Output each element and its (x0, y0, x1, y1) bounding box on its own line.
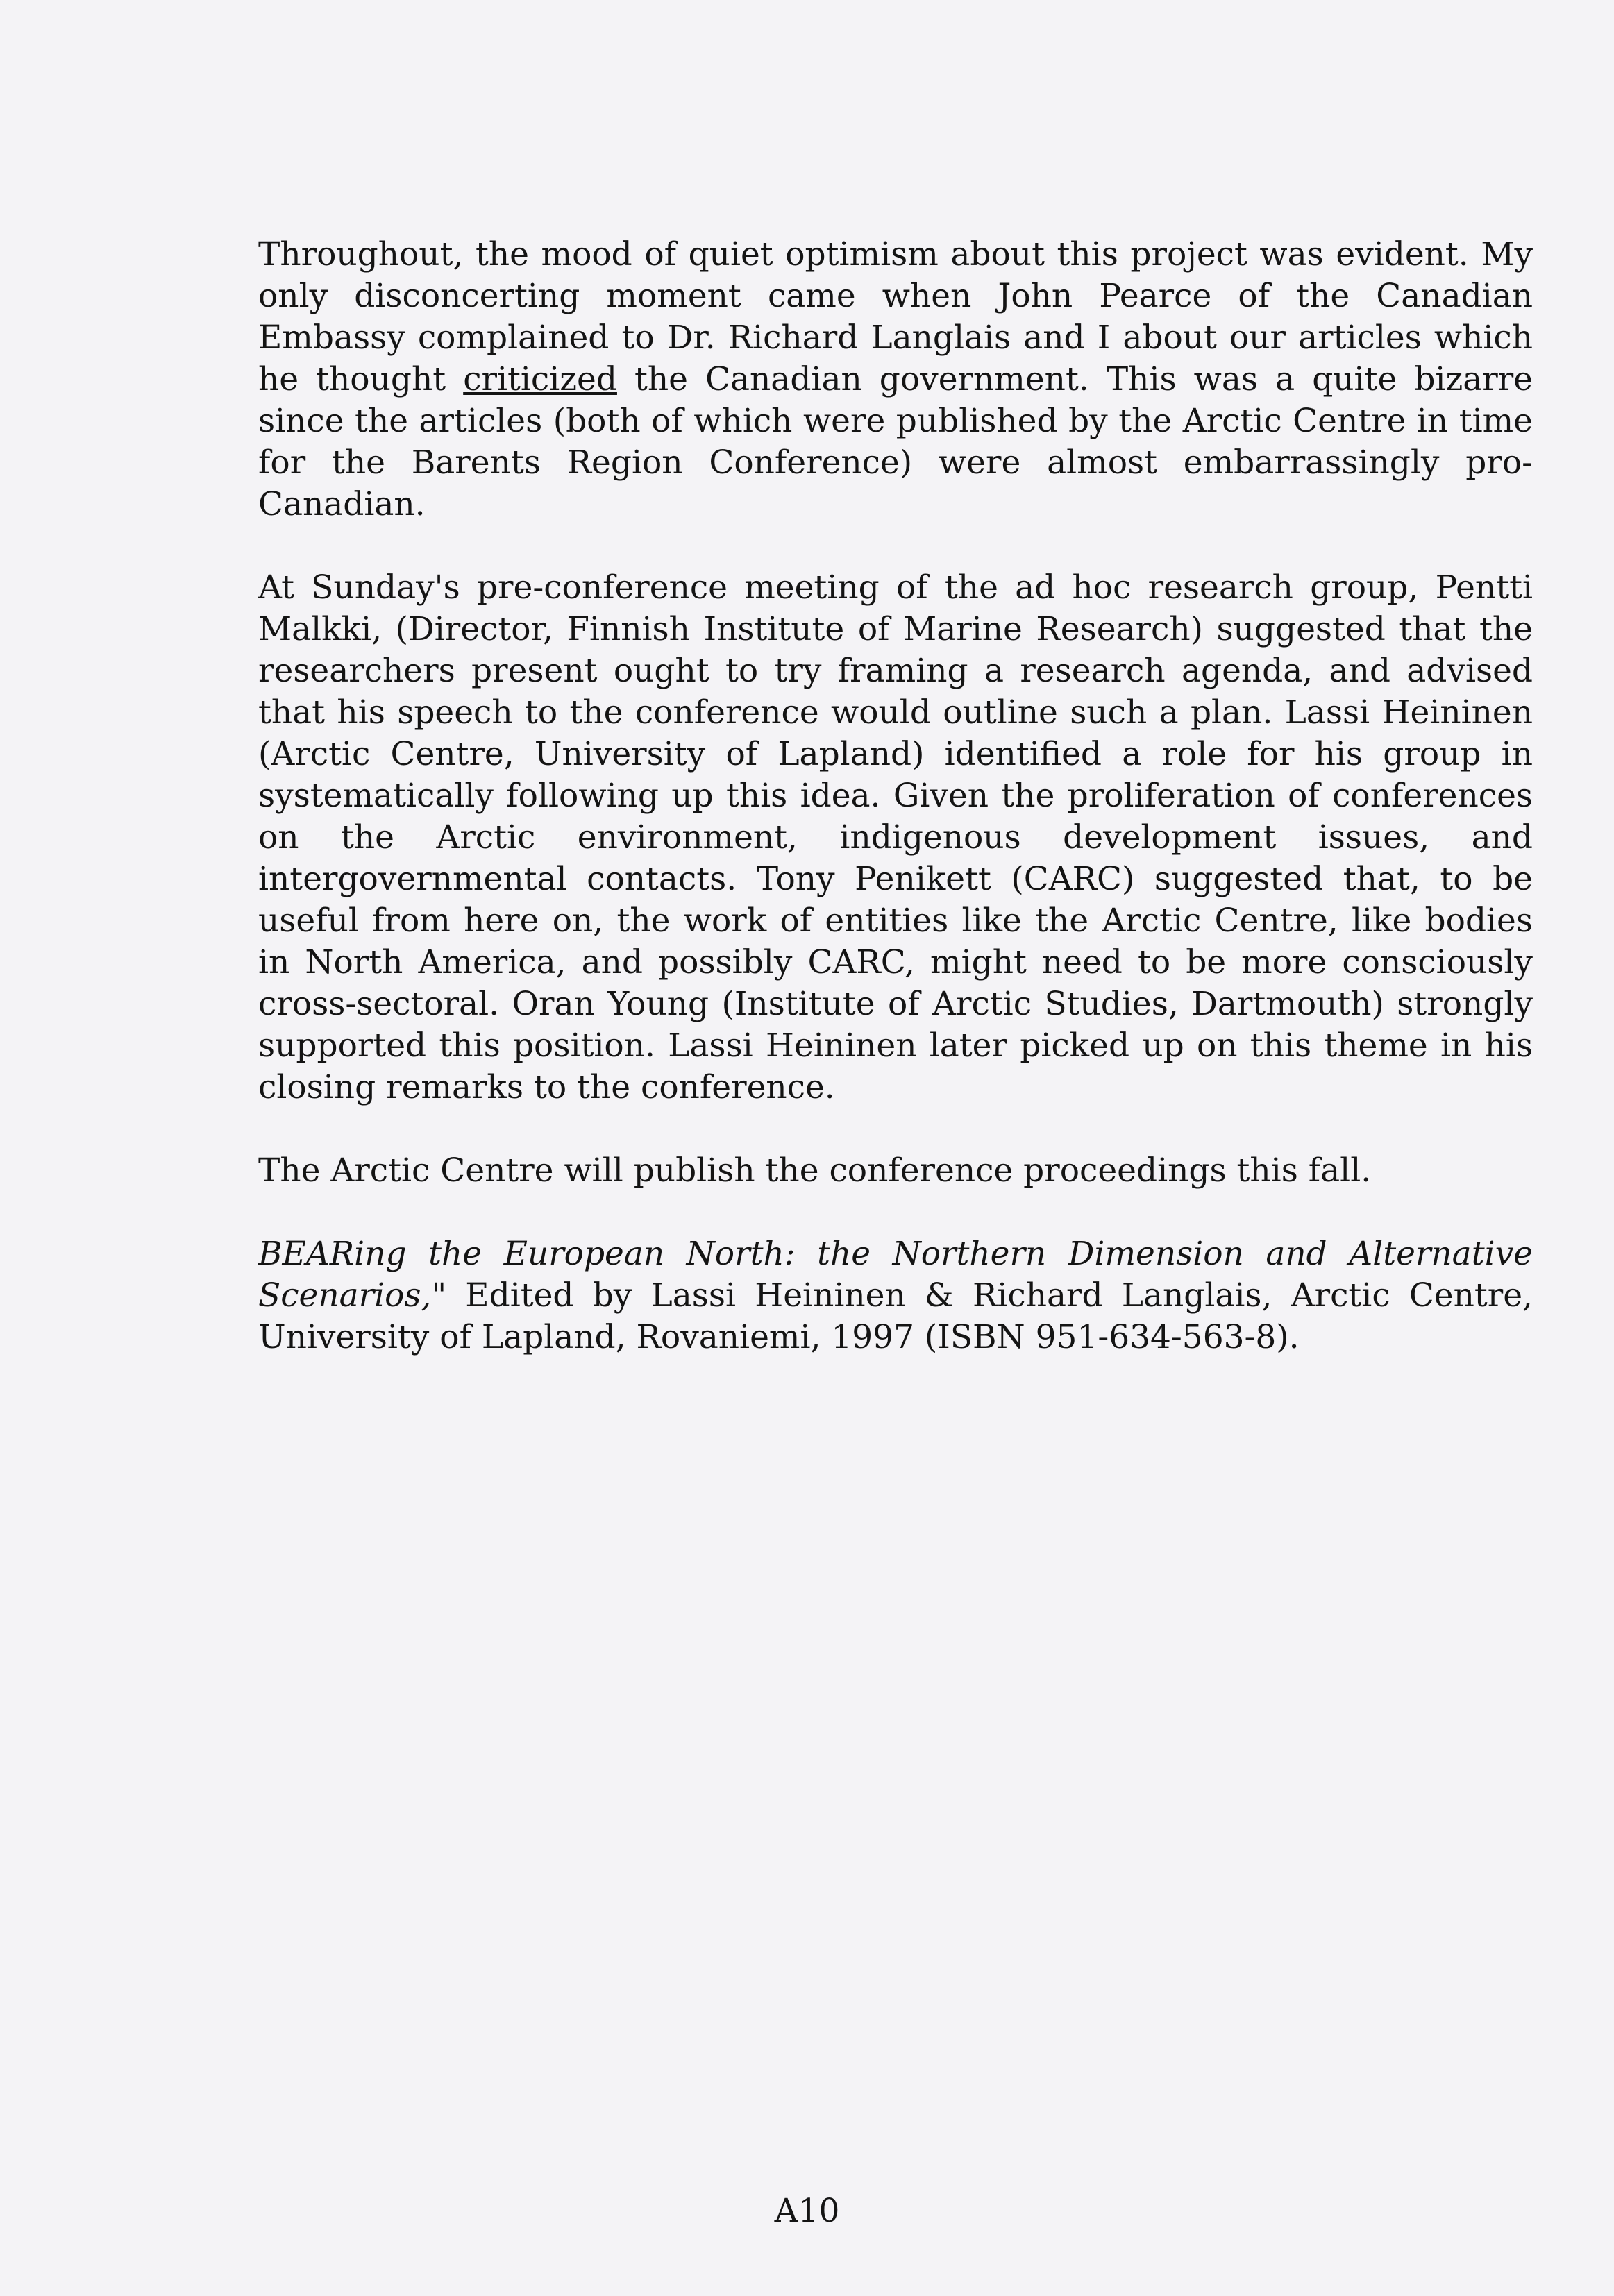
citation-details: Edited by Lassi Heininen & Richard Langlais, Arctic Centre, University of Lapland, Rovaniemi, 1997 (ISBN 951-634-563-8). (258, 1276, 1533, 1356)
page-number: A10 (774, 2192, 840, 2230)
underlined-word: criticized (463, 360, 617, 398)
paragraph-citation (258, 1233, 1533, 1358)
citation-title: BEARing the European North: the Northern Dimension and Alternative Scenarios," (258, 1235, 1533, 1315)
body-text (258, 234, 1533, 1400)
paragraph-text: Throughout, the mood of quiet optimism about this project was evident. My only disconcerting moment came when John Pearce of the Canadian Embassy complained to Dr. Richard Langlais and I about our articles which he thought (258, 235, 1533, 398)
paragraph-project-mood (258, 234, 1533, 525)
paragraph-research-group: At Sunday's pre-conference meeting of the ad hoc research group, Pentti Malkki, (Director, Finnish Institute of Marine Research) suggested that the researchers present ought to try framing a research agenda, and advised that his speech to the conference would outline such a plan. Lassi Heininen (Arctic Centre, University of Lapland) identified a role for his group in systematically following up this idea. Given the proliferation of conferences on the Arctic environment, indigenous development issues, and intergovernmental contacts. Tony Penikett (CARC) suggested that, to be useful from here on, the work of entities like the Arctic Centre, like bodies in North America, and possibly CARC, might need to be more consciously cross-sectoral. Oran Young (Institute of Arctic Studies, Dartmouth) strongly supported this position. Lassi Heininen later picked up on this theme in his closing remarks to the conference. (258, 568, 1533, 1106)
paragraph-text: the Canadian government. This was a quite bizarre since the articles (both of which were published by the Arctic Centre in time for the Barents Region Conference) were almost embarrassingly pro-Canadian. (258, 360, 1533, 523)
paragraph-proceedings: The Arctic Centre will publish the conference proceedings this fall. (258, 1151, 1372, 1190)
